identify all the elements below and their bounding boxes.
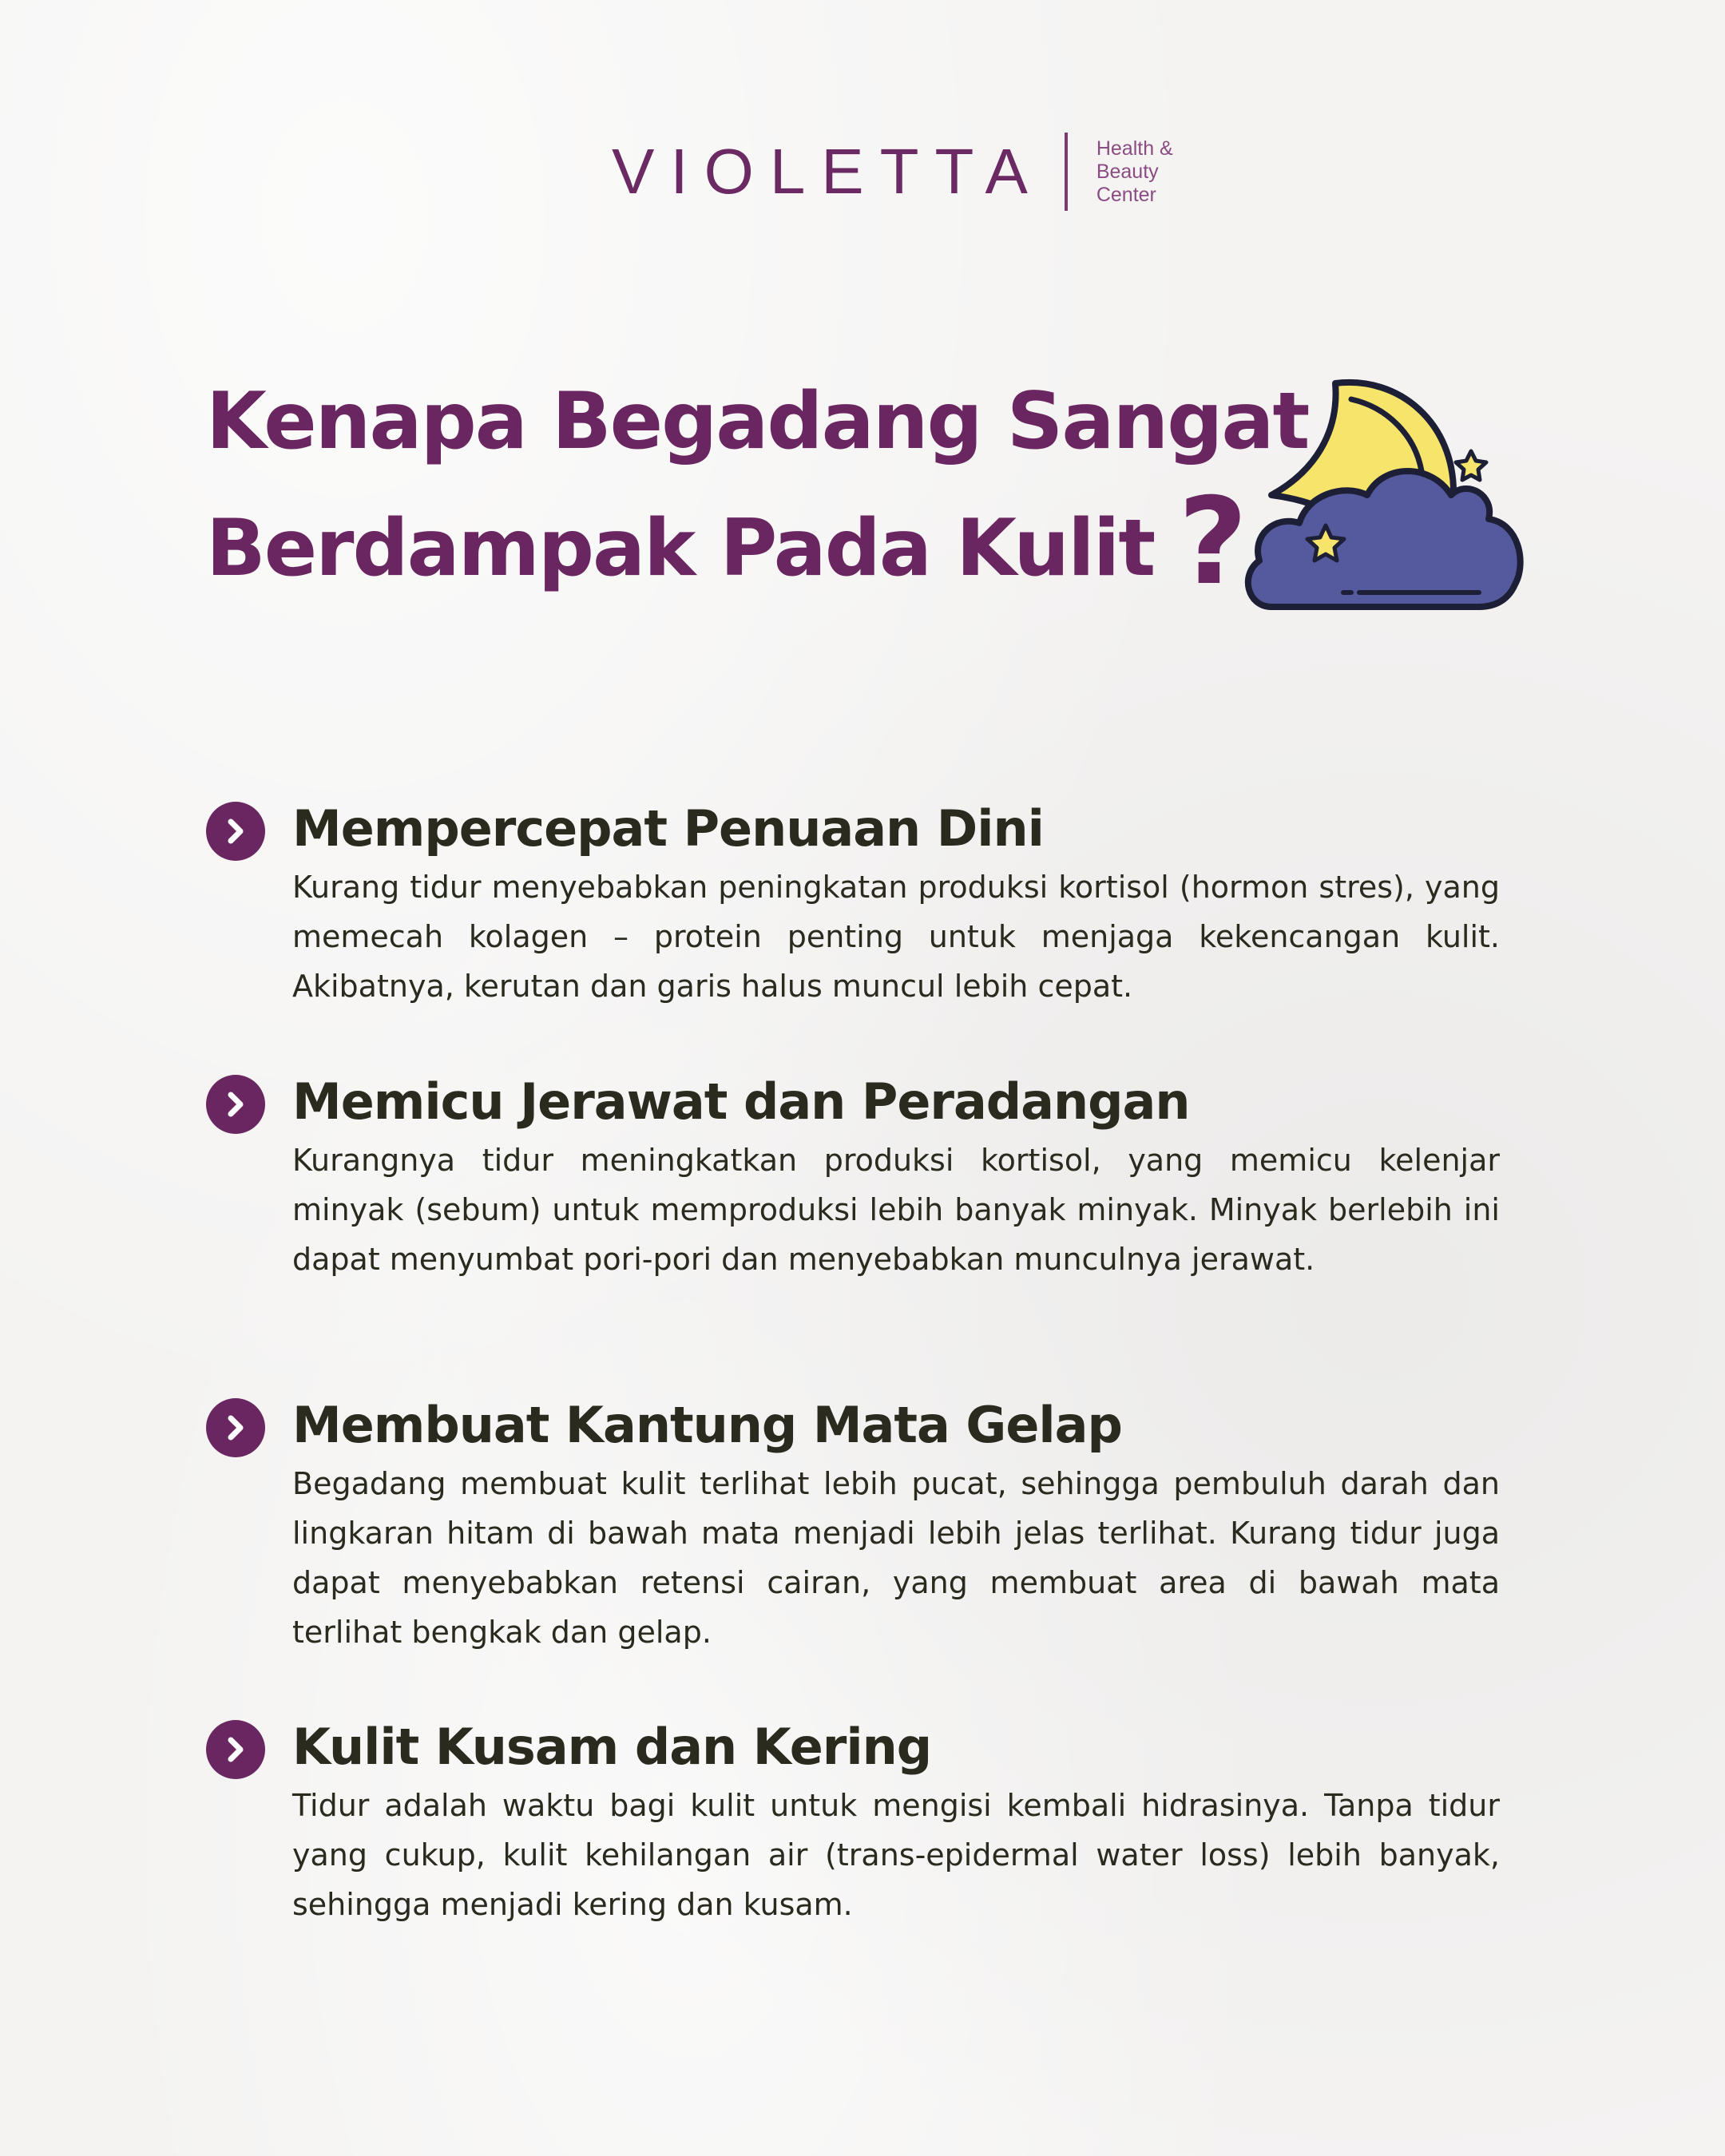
brand-tagline bbox=[1096, 137, 1173, 207]
brand-tagline-line3: Center bbox=[1096, 183, 1156, 206]
section-body: Kurang tidur menyebabkan peningkatan produksi kortisol (hormon stres), yang memecah kolagen – protein penting untuk menjaga kekencangan kulit. Akibatnya, kerutan dan garis halus muncul lebih cepat. bbox=[292, 870, 1500, 1004]
chevron-right-circle-icon bbox=[206, 1720, 265, 1779]
brand-tagline-line2: Beauty bbox=[1096, 160, 1159, 183]
section-title: Membuat Kantung Mata Gelap bbox=[292, 1396, 1122, 1454]
title-line-2 bbox=[206, 473, 1324, 612]
logo-divider bbox=[1065, 133, 1068, 211]
section-body: Kurangnya tidur meningkatkan produksi kortisol, yang memicu kelenjar minyak (sebum) untuk memproduksi lebih banyak minyak. Minyak berlebih ini dapat menyumbat pori-pori dan menyebabkan munculnya jerawat. bbox=[292, 1143, 1500, 1277]
brand-logo bbox=[612, 128, 1173, 216]
section-title: Mempercepat Penuaan Dini bbox=[292, 799, 1044, 858]
section-body: Tidur adalah waktu bagi kulit untuk mengisi kembali hidrasinya. Tanpa tidur yang cukup, kulit kehilangan air (trans-epidermal water loss) lebih banyak, sehingga menjadi kering dan kusam. bbox=[292, 1788, 1500, 1922]
chevron-right-circle-icon bbox=[206, 1398, 265, 1457]
page-title bbox=[206, 361, 1324, 612]
moon-cloud-stars-icon bbox=[1239, 375, 1527, 615]
brand-name: VIOLETTA bbox=[612, 136, 1044, 207]
chevron-right-circle-icon bbox=[206, 1075, 265, 1134]
section-body: Begadang membuat kulit terlihat lebih pucat, sehingga pembuluh darah dan lingkaran hitam di bawah mata menjadi lebih jelas terlihat. Kurang tidur juga dapat menyebabkan retensi cairan, yang membuat area di bawah mata terlihat bengkak dan gelap. bbox=[292, 1466, 1500, 1650]
title-line-2-text: Berdampak Pada Kulit bbox=[206, 503, 1155, 594]
title-line-1: Kenapa Begadang Sangat bbox=[206, 376, 1309, 467]
section-title: Kulit Kusam dan Kering bbox=[292, 1718, 932, 1776]
chevron-right-circle-icon bbox=[206, 802, 265, 861]
brand-tagline-line1: Health & bbox=[1096, 137, 1173, 160]
question-mark: ? bbox=[1178, 473, 1247, 612]
section-title: Memicu Jerawat dan Peradangan bbox=[292, 1072, 1190, 1131]
